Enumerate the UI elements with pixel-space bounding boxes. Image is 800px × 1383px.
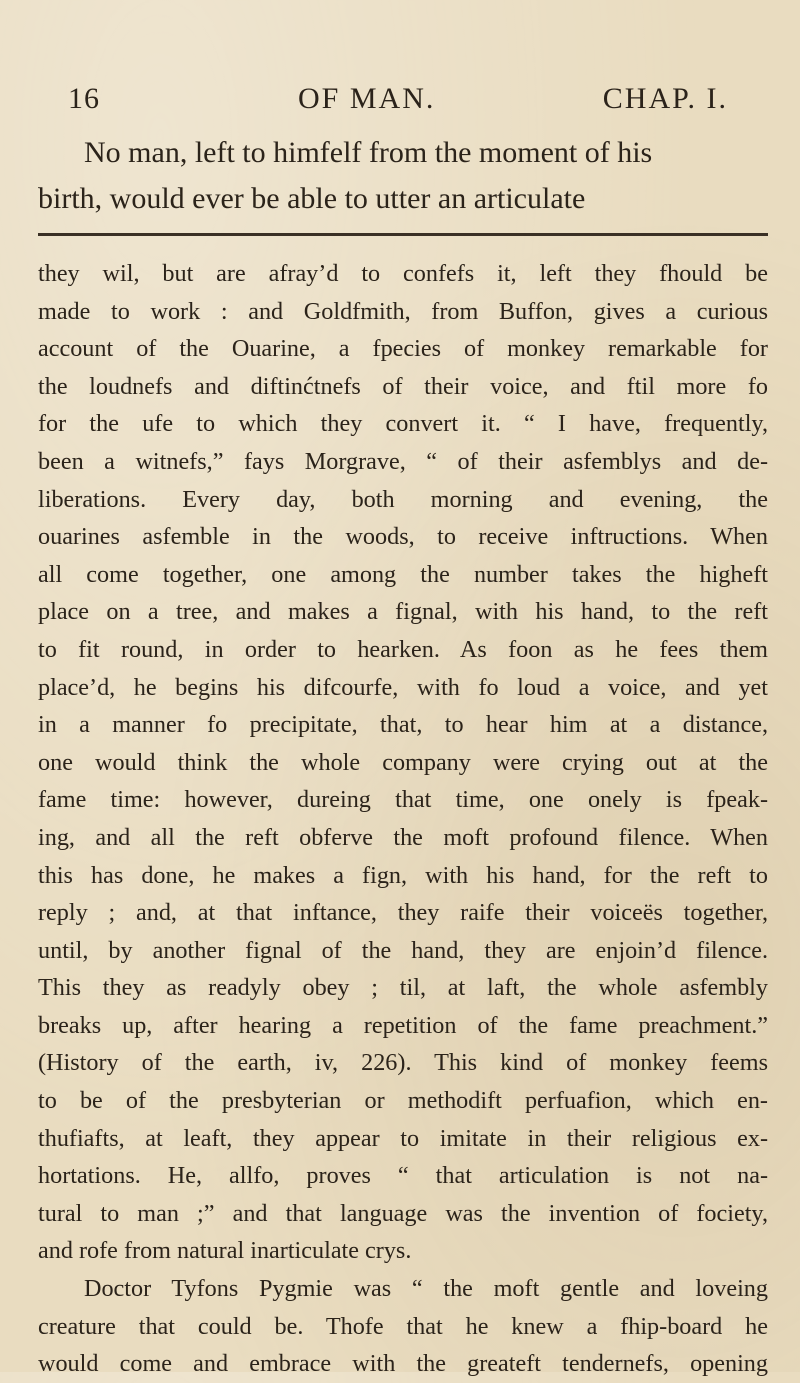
page-number: 16 [68,82,100,115]
chapter-label: CHAP. I. [602,82,728,115]
text-line: liberations. Every day, both morning and evening, the [38,485,768,513]
text-line: been a witnefs,” fays Morgrave, “ of their asfemblys and de- [38,447,768,475]
text-line: they wil, but are afray’d to confefs it, left they fhould be [38,260,768,287]
text-line: thufiafts, at leaft, they appear to imitate in their religious ex- [38,1124,768,1152]
text-line: until, by another fignal of the hand, they are enjoin’d filence. [38,936,768,964]
text-line: for the ufe to which they convert it. “ I have, frequently, [38,410,768,438]
text-line: in a manner fo precipitate, that, to hear him at a distance, [38,711,768,739]
text-line: ing, and all the reft obferve the moft profound filence. When [38,823,768,851]
quoted-passage [38,130,768,222]
text-line: ouarines asfemble in the woods, to receive inftructions. When [38,523,768,551]
text-line: all come together, one among the number takes the higheft [38,560,768,588]
text-line: one would think the whole company were crying out at the [38,748,768,776]
text-line: This they as readyly obey ; til, at laft, the whole asfembly [38,974,768,1002]
text-line: made to work : and Goldfmith, from Buffon, gives a curious [38,297,768,325]
text-line: breaks up, after hearing a repetition of the fame preachment.” [38,1011,768,1039]
text-line: and rofe from natural inarticulate crys. [38,1237,412,1265]
text-line: place’d, he begins his difcourfe, with fo loud a voice, and yet [38,673,768,701]
running-title: OF MAN. [298,82,436,115]
text-line: would come and embrace with the greateft tendernefs, opening [38,1350,768,1378]
text-line: reply ; and, at that inftance, they raife their voiceës together, [38,899,768,927]
text-line: account of the Ouarine, a fpecies of monkey remarkable for [38,335,768,363]
text-line: creature that could be. Thofe that he knew a fhip-board he [38,1312,768,1340]
running-head [68,82,728,122]
text-line: to fit round, in order to hearken. As foon as he fees them [38,635,768,663]
text-line: tural to man ;” and that language was the invention of fociety, [38,1199,768,1227]
text-line: to be of the presbyterian or methodift perfuafion, which en- [38,1087,768,1115]
footnote-text [38,255,768,1383]
text-line: the loudnefs and diftinćtnefs of their voice, and ftil more fo [38,372,768,400]
text-line: fame time: however, dureing that time, one onely is fpeak- [38,786,768,814]
quote-line: birth, would ever be able to utter an articulate [38,182,586,215]
text-line: Doctor Tyfons Pygmie was “ the moft gentle and loveing [84,1275,768,1303]
quote-line: No man, left to himfelf from the moment of his [84,136,653,169]
text-line: place on a tree, and makes a fignal, with his hand, to the reft [38,598,768,626]
footnote-divider [38,233,768,236]
text-line: this has done, he makes a fign, with his hand, for the reft to [38,861,768,889]
text-line: hortations. He, allfo, proves “ that articulation is not na- [38,1162,768,1190]
text-line: (History of the earth, iv, 226). This kind of monkey feems [38,1049,768,1077]
